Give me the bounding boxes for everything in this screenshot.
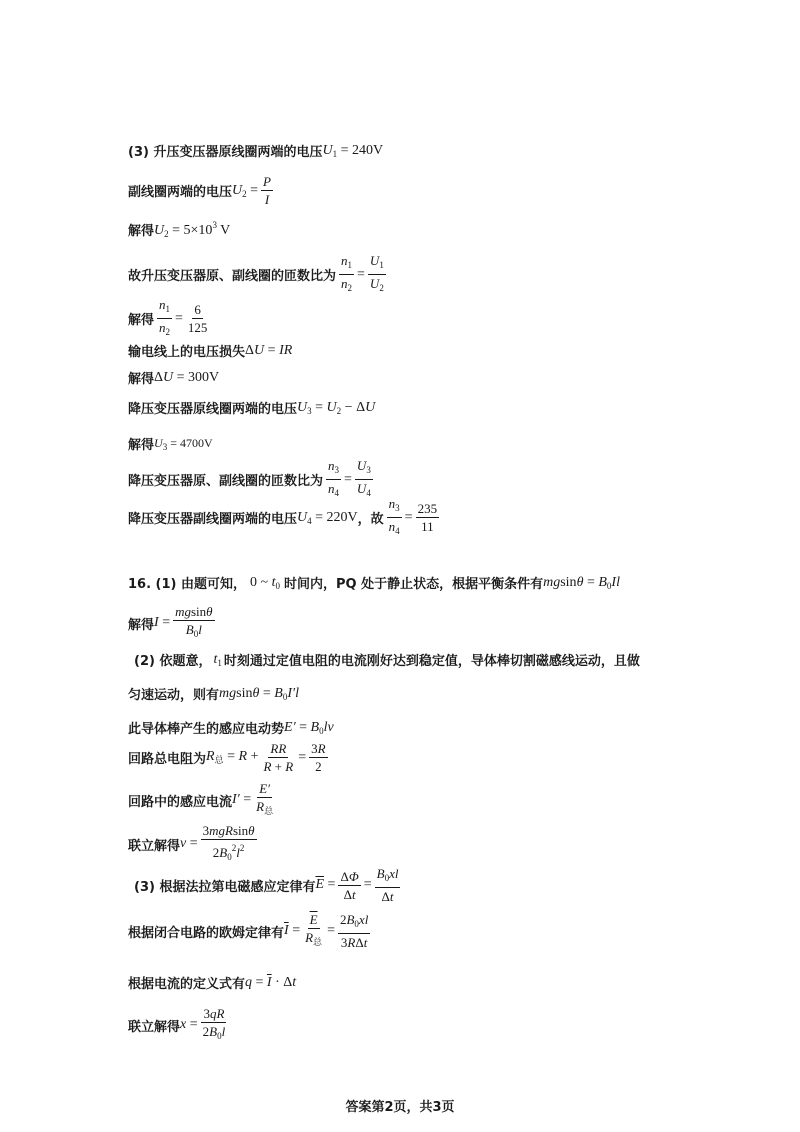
q16-line-8: 联立解得 v = $\frac{\text{3mgRsinθ}}{2B_0^2l^2}$ xyxy=(128,823,260,865)
text: 根据电流的定义式有 xyxy=(128,977,246,992)
text: 回路中的感应电流 xyxy=(128,794,233,810)
line-ratio-up: 故升压变压器原、副线圈的匝数比为 $\frac{n_1}{n_2}$ = $\frac{U_1}{U_2}$ xyxy=(128,253,389,296)
text: (3) 根据法拉第电磁感应定律有 xyxy=(134,879,316,895)
page-footer: 答案第2页，共3页 xyxy=(345,1100,455,1115)
q16-line-12: 联立解得 x = $\frac{3qR}{2B_0l}$ xyxy=(128,1006,230,1044)
q16-line-2: 解得 I = $\frac{mgsin\theta}{B_0l}$ xyxy=(128,604,218,642)
line-u2-def xyxy=(128,174,276,207)
text: 匀速运动，则有 xyxy=(128,688,220,703)
text: 故升压变压器原、副线圈的匝数比为 xyxy=(128,269,337,284)
text: 回路总电阻为 xyxy=(128,752,207,767)
formula: $U_3 = U_2 - \Delta U$ xyxy=(297,399,376,416)
text: (3) 升压变压器原线圈两端的电压 xyxy=(128,145,323,160)
text: 联立解得 xyxy=(128,838,181,854)
text: 降压变压器副线圈两端的电压 xyxy=(128,512,298,527)
text: 联立解得 xyxy=(128,1019,181,1035)
text: 解得 xyxy=(128,224,155,239)
text: 此导体棒产生的感应电动势 xyxy=(128,722,285,737)
line-u3-value xyxy=(128,434,213,453)
line-u4: 降压变压器副线圈两端的电压 $U_4 = 220V$ ，故 $\frac{n_3}{n_4}$ = $\frac{235}{11}$ xyxy=(128,496,442,539)
q16-line-6: 回路总电阻为 $R_总 = R$ + $\frac{RR}{R + R}$ = $\frac{3R}{2}$ xyxy=(128,741,326,774)
fraction: $\frac{235}{11}$ xyxy=(417,501,438,534)
q16-line-10: 根据闭合电路的欧姆定律有 $\overline{I}$ = $\frac{\overline{E}}{R_总}$ = $\frac{2B_0xl}{\text{3RΔt}}$ xyxy=(128,912,369,950)
q16-line-5 xyxy=(128,718,334,737)
fraction: $\frac{U_1}{U_2}$ xyxy=(369,253,384,293)
line-u1 xyxy=(128,141,383,160)
fraction: $\frac{n_3}{n_4}$ xyxy=(388,496,400,536)
text: 解得 xyxy=(128,372,155,387)
fraction: $\frac{B_0xl}{\Delta t}$ xyxy=(376,866,399,904)
q16-line-1 xyxy=(128,573,620,592)
text: 降压变压器原、副线圈的匝数比为 xyxy=(128,474,324,489)
q16-line-9: (3) 根据法拉第电磁感应定律有 $\overline{E}$ = $\frac{\Delta\Phi}{\Delta t}$ = $\frac{B_0xl}{\Delta t}$ xyxy=(134,866,399,904)
fraction: $\frac{6}{125}$ xyxy=(187,302,208,335)
fraction: $\frac{3qR}{2B_0l}$ xyxy=(202,1006,226,1041)
fraction: $\frac{n_1}{n_2}$ xyxy=(341,253,353,293)
formula: $E' = B_0lv$ xyxy=(284,719,334,736)
text: 输电线上的电压损失 xyxy=(128,345,246,360)
line-u2-value xyxy=(128,220,230,239)
text: 时间内，PQ 处于静止状态，根据平衡条件有 xyxy=(283,577,544,592)
formula: $U_3 = 4700V$ xyxy=(154,435,213,452)
formula: 0 ~ $t_0$ xyxy=(250,574,280,591)
text: 根据闭合电路的欧姆定律有 xyxy=(128,925,285,941)
line-voltage-loss xyxy=(128,341,292,360)
formula: ΔU = 300V xyxy=(154,369,220,385)
fraction: $\frac{E'}{R_总}$ xyxy=(256,781,274,816)
formula: $q = \overline{I} \cdot \Delta t$ xyxy=(245,974,297,990)
line-u3 xyxy=(128,398,375,417)
q16-line-11 xyxy=(128,973,296,992)
q16-line-7: 回路中的感应电流 I′ = $\frac{E'}{R_总}$ xyxy=(128,781,278,819)
fraction: $\frac{U_3}{U_4}$ xyxy=(356,458,371,498)
q16-line-4 xyxy=(128,684,299,703)
text: 解得 xyxy=(128,617,155,633)
text: 时刻通过定值电阻的电流刚好达到稳定值，导体棒切割磁感线运动，且做 xyxy=(223,654,640,669)
fraction: $\frac{n_1}{n_2}$ xyxy=(159,297,171,337)
text: (2) 依题意， xyxy=(134,654,212,669)
text: 降压变压器原线圈两端的电压 xyxy=(128,402,298,417)
fraction: $\frac{2B_0xl}{\text{3RΔt}}$ xyxy=(339,912,369,950)
formula: $t_1$ xyxy=(213,651,222,668)
line-ratio-down: 降压变压器原、副线圈的匝数比为 $\frac{n_3}{n_4}$ = $\frac{U_3}{U_4}$ xyxy=(128,458,376,501)
formula: ΔU = IR xyxy=(245,342,293,358)
fraction: $\frac{n_3}{n_4}$ xyxy=(328,458,340,498)
line-voltage-loss-value xyxy=(128,368,219,387)
fraction: $\frac{\overline{E}}{R_总}$ xyxy=(305,912,323,947)
q16-line-3 xyxy=(128,650,640,669)
line-ratio-up-value: 解得 $\frac{n_1}{n_2}$ = $\frac{6}{125}$ xyxy=(128,297,212,340)
text: 解得 xyxy=(128,313,155,328)
fraction: $\frac{\Delta\Phi}{\Delta t}$ xyxy=(340,868,359,902)
fraction: $\frac{3R}{2}$ xyxy=(311,741,326,774)
formula: $mgsin\theta = B_0Il$ xyxy=(543,574,620,591)
text: 解得 xyxy=(128,438,155,453)
formula: $U_2 = 5\times 10^3$ V xyxy=(154,220,231,239)
fraction: $\frac{mgsin\theta}{B_0l}$ xyxy=(175,604,213,639)
fraction: $\frac{P}{I}$ xyxy=(263,174,271,207)
text: 副线圈两端的电压 xyxy=(128,185,233,200)
text: ，故 xyxy=(357,512,384,527)
formula: $U_1 = 240V$ xyxy=(322,142,384,159)
formula: $U_2$ = xyxy=(232,182,259,199)
fraction: $\frac{RR}{R + R}$ xyxy=(263,741,294,774)
fraction: $\frac{\text{3mgRsinθ}}{2B_0^2l^2}$ xyxy=(202,823,255,862)
text: 16. (1) 由题可知， xyxy=(128,577,247,592)
formula: $U_4 = 220V$ xyxy=(297,509,358,526)
formula: $mgsin\theta = B_0I'l$ xyxy=(219,685,299,702)
